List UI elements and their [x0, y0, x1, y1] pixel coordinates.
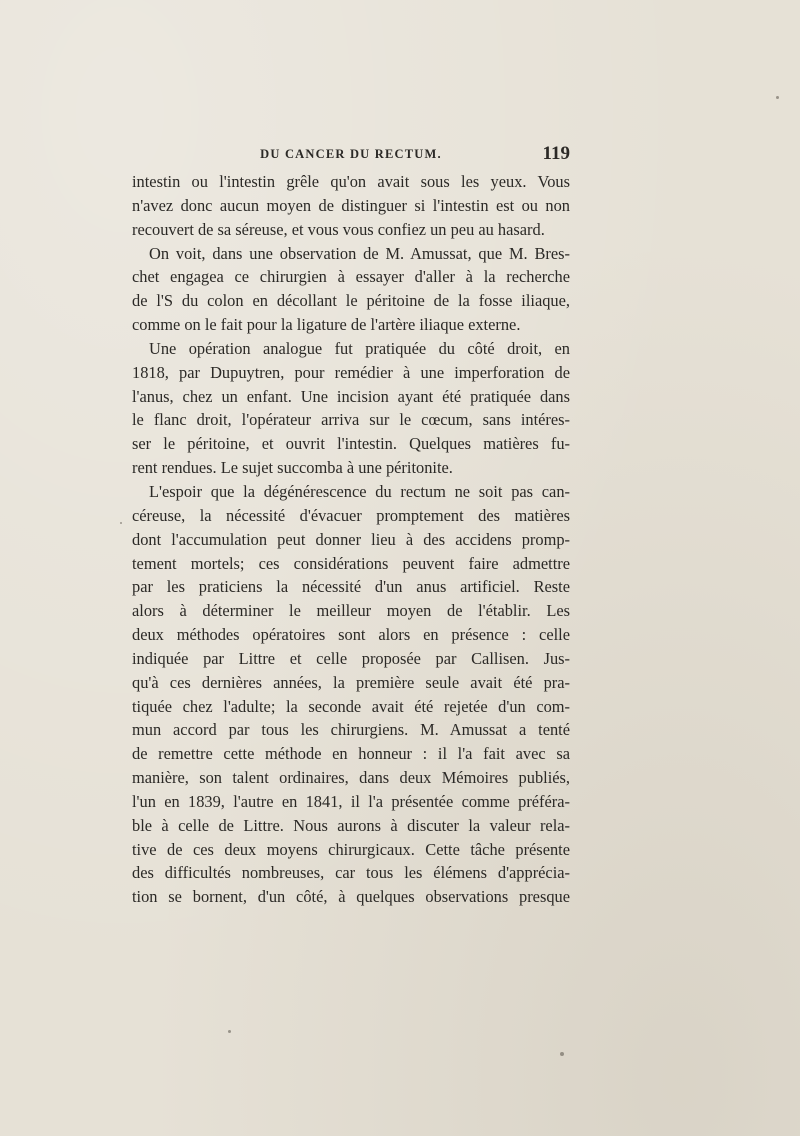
paper-speck	[560, 1052, 564, 1056]
text-line: recouvert de sa séreuse, et vous vous confiez un peu au hasard.	[132, 219, 545, 239]
paper-speck	[228, 1030, 231, 1033]
text-line: tement mortels; ces considérations peuvent faire admettre	[132, 553, 570, 573]
text-line: Une opération analogue fut pratiquée du côté droit, en	[149, 338, 570, 358]
text-line: des difficultés nombreuses, car tous les élémens d'apprécia-	[132, 863, 570, 883]
text-line: de l'S du colon en décollant le péritoine de la fosse iliaque,	[132, 291, 570, 311]
text-line: ble à celle de Littre. Nous aurons à discuter la valeur rela-	[132, 815, 570, 835]
text-line: tion se bornent, d'un côté, à quelques observations presque	[132, 887, 570, 907]
paper-speck	[120, 522, 122, 524]
paper-speck	[776, 96, 779, 99]
text-line: l'anus, chez un enfant. Une incision ayant été pratiquée dans	[132, 386, 570, 406]
text-line: rent rendues. Le sujet succomba à une péritonite.	[132, 458, 453, 478]
text-line: mun accord par tous les chirurgiens. M. Amussat a tenté	[132, 720, 570, 740]
text-line: ser le péritoine, et ouvrit l'intestin. Quelques matières fu-	[132, 434, 570, 454]
text-line: alors à déterminer le meilleur moyen de l'établir. Les	[132, 601, 570, 621]
text-line: comme on le fait pour la ligature de l'artère iliaque externe.	[132, 315, 521, 335]
text-line: L'espoir que la dégénérescence du rectum ne soit pas can-	[149, 481, 570, 501]
text-line: 1818, par Dupuytren, pour remédier à une imperforation de	[132, 362, 570, 382]
text-line: l'un en 1839, l'autre en 1841, il l'a présentée comme préféra-	[132, 791, 570, 811]
text-line: dont l'accumulation peut donner lieu à des accidens promp-	[132, 529, 570, 549]
text-line: céreuse, la nécessité d'évacuer promptement des matières	[132, 505, 570, 525]
page-header	[132, 143, 570, 167]
text-line: intestin ou l'intestin grêle qu'on avait sous les yeux. Vous	[132, 172, 570, 191]
text-line: par les praticiens la nécessité d'un anus artificiel. Reste	[132, 577, 570, 597]
text-line: indiquée par Littre et celle proposée par Callisen. Jus-	[132, 648, 570, 668]
text-line: qu'à ces dernières années, la première seule avait été pra-	[132, 672, 570, 692]
text-line: tive de ces deux moyens chirurgicaux. Cette tâche présente	[132, 839, 570, 859]
body-text	[132, 170, 570, 909]
text-line: deux méthodes opératoires sont alors en présence : celle	[132, 625, 570, 645]
page-number: 119	[542, 143, 570, 164]
text-line: n'avez donc aucun moyen de distinguer si l'intestin est ou non	[132, 195, 570, 215]
text-line: manière, son talent ordinaires, dans deux Mémoires publiés,	[132, 768, 570, 788]
text-line: de remettre cette méthode en honneur : il l'a fait avec sa	[132, 744, 570, 764]
text-line: le flanc droit, l'opérateur arriva sur le cœcum, sans intéres-	[132, 410, 570, 430]
text-line: tiquée chez l'adulte; la seconde avait été rejetée d'un com-	[132, 696, 570, 716]
running-title: DU CANCER DU RECTUM.	[260, 147, 442, 161]
text-line: chet engagea ce chirurgien à essayer d'aller à la recherche	[132, 267, 570, 287]
text-line: On voit, dans une observation de M. Amussat, que M. Bres-	[149, 243, 570, 263]
